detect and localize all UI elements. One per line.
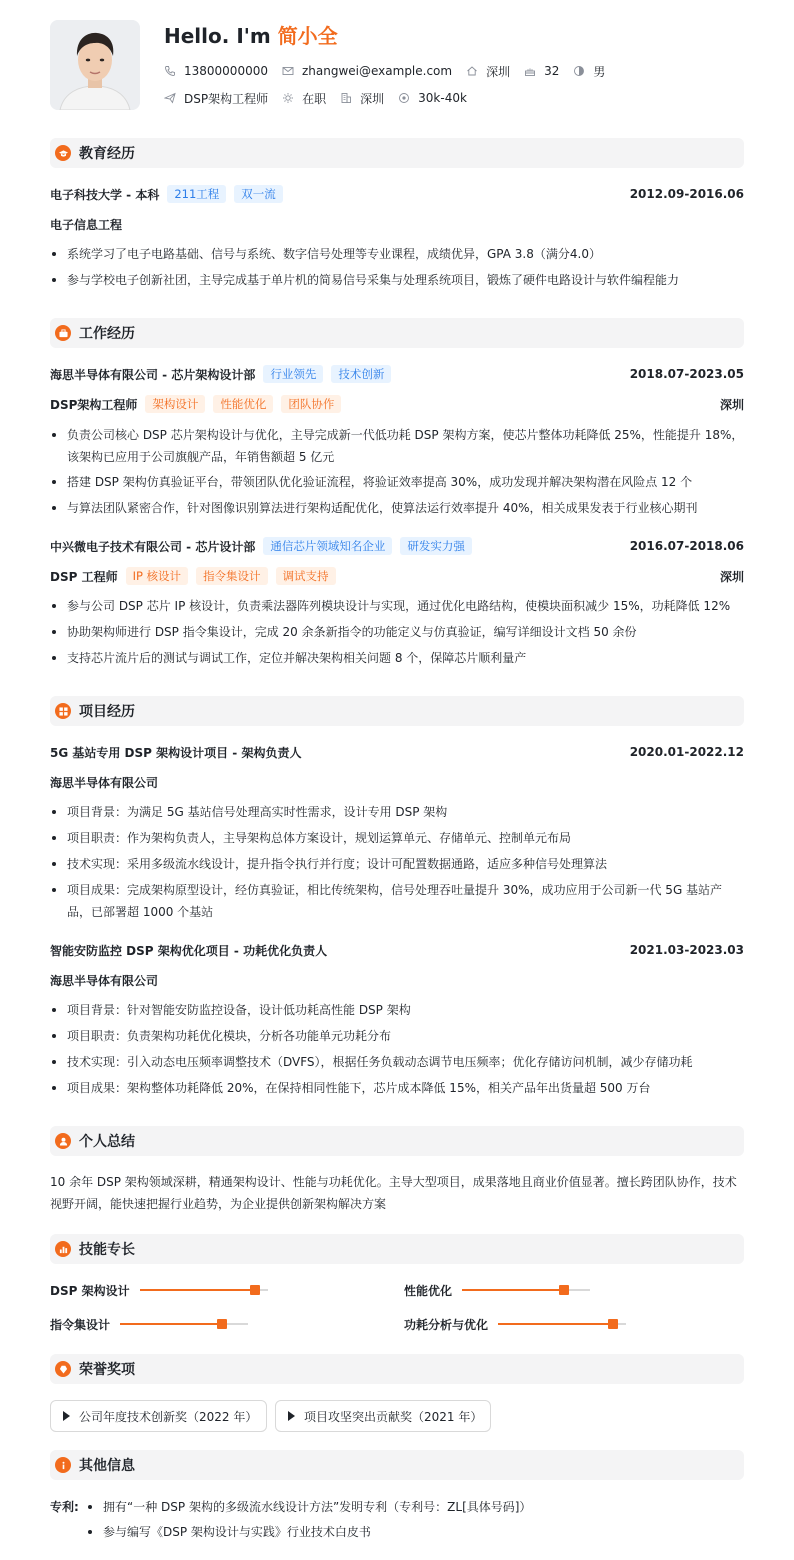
list-item: 参与编写《DSP 架构设计与实践》行业技术白皮书 — [86, 1521, 371, 1543]
award-icon — [55, 1361, 71, 1377]
email[interactable]: zhangwei@example.com — [301, 64, 453, 78]
period: 2016.07-2018.06 — [629, 539, 744, 553]
graduation-cap-icon — [55, 145, 71, 161]
project-header — [50, 742, 744, 762]
gender-icon — [573, 65, 585, 77]
education-header — [50, 184, 744, 204]
section-honors — [50, 1354, 744, 1384]
list-item: 技术实现：采用多级流水线设计，提升指令执行并行度；设计可配置数据通路，适应多种信号处理算法 — [50, 853, 744, 875]
award-label: 公司年度技术创新奖（2022 年） — [79, 1409, 258, 1424]
list-item: 参与学校电子创新社团，主导完成基于单片机的简易信号采集与处理系统项目，锻炼了硬件电路设计与软件编程能力 — [50, 269, 744, 291]
school: 电子科技大学 - 本科 — [50, 187, 160, 202]
tag: 研发实力强 — [400, 537, 472, 555]
gender: 男 — [593, 64, 606, 79]
period: 2012.09-2016.06 — [629, 187, 744, 201]
tag: 架构设计 — [145, 395, 205, 413]
job-role-row — [50, 394, 744, 414]
mail-icon — [282, 65, 294, 77]
major: 电子信息工程 — [50, 217, 123, 232]
tag: 211工程 — [167, 185, 226, 203]
job-city: 深圳 — [719, 569, 744, 584]
period: 2018.07-2023.05 — [629, 367, 744, 381]
summary-text: 10 余年 DSP 架构领域深耕，精通架构设计、性能与功耗优化。主导大型项目，成果落地且商业价值显著。擅长跨团队协作，技术视野开阔，能快速把握行业趋势，为企业提供创新架构解决方案 — [50, 1175, 737, 1211]
list-item: 项目职责：作为架构负责人，主导架构总体方案设计，规划运算单元、存储单元、控制单元布局 — [50, 827, 744, 849]
section-skills — [50, 1234, 744, 1264]
project-header — [50, 940, 744, 960]
project-company-row — [50, 772, 744, 792]
list-item: 与算法团队紧密合作，针对图像识别算法进行架构适配优化，使算法运行效率提升 40%，相关成果发表于行业核心期刊 — [50, 497, 744, 519]
skill-item — [404, 1314, 626, 1334]
period: 2020.01-2022.12 — [629, 745, 744, 759]
career-row — [164, 89, 481, 107]
list-item: 项目成果：完成架构原型设计，经仿真验证，相比传统架构，信号处理吞吐量提升 30%，成功应用于公司新一代 5G 基站产品，已部署超 1000 个基站 — [50, 879, 744, 923]
skill-name: 性能优化 — [404, 1283, 453, 1298]
home-icon — [466, 65, 478, 77]
job-title: DSP架构工程师 — [184, 91, 269, 106]
patent-label: 专利: — [50, 1500, 79, 1514]
award-label: 项目攻坚突出贡献奖（2021 年） — [304, 1409, 483, 1424]
company: 中兴微电子技术有限公司 - 芯片设计部 — [50, 539, 256, 554]
role: DSP架构工程师 — [50, 397, 138, 412]
list-item: 项目职责：负责架构功耗优化模块，分析各功能单元功耗分布 — [50, 1025, 744, 1047]
tag: 技术创新 — [331, 365, 391, 383]
skill-knob — [250, 1285, 260, 1295]
list-item: 技术实现：引入动态电压频率调整技术（DVFS），根据任务负载动态调节电压频率；优化存储访问机制，减少存储功耗 — [50, 1051, 744, 1073]
employment-status: 在职 — [302, 91, 327, 106]
skill-name: 功耗分析与优化 — [404, 1317, 489, 1332]
skill-knob — [559, 1285, 569, 1295]
tag: 性能优化 — [213, 395, 273, 413]
tag: 团队协作 — [281, 395, 341, 413]
section-title: 其他信息 — [79, 1458, 135, 1474]
section-title: 荣誉奖项 — [79, 1362, 135, 1378]
list-item: 项目成果：架构整体功耗降低 20%，在保持相同性能下，芯片成本降低 15%，相关产品年出货量超 500 万台 — [50, 1077, 744, 1099]
section-other — [50, 1450, 744, 1480]
period: 2021.03-2023.03 — [629, 943, 744, 957]
role: DSP 工程师 — [50, 569, 118, 584]
bar-chart-icon — [55, 1241, 71, 1257]
list-item: 项目背景：针对智能安防监控设备，设计低功耗高性能 DSP 架构 — [50, 999, 744, 1021]
tag: 通信芯片领域知名企业 — [263, 537, 392, 555]
project-name: 5G 基站专用 DSP 架构设计项目 - 架构负责人 — [50, 745, 302, 760]
job-header — [50, 536, 744, 556]
major-row — [50, 214, 744, 234]
section-education — [50, 138, 744, 168]
salary: 30k-40k — [418, 91, 467, 105]
avatar — [50, 20, 140, 110]
skill-fill — [120, 1323, 222, 1325]
list-item: 项目背景：为满足 5G 基站信号处理高实时性需求，设计专用 DSP 架构 — [50, 801, 744, 823]
section-title: 个人总结 — [79, 1134, 135, 1150]
grid-icon — [55, 703, 71, 719]
page-title: Hello. I'm 简小全 — [164, 24, 338, 48]
section-work — [50, 318, 744, 348]
list-item: 支持芯片流片后的测试与调试工作，定位并解决架构相关问题 8 个，保障芯片顺利量产 — [50, 647, 744, 669]
play-icon — [288, 1411, 295, 1421]
tag: 双一流 — [234, 185, 283, 203]
contact-row — [164, 62, 619, 80]
section-title: 技能专长 — [79, 1242, 135, 1258]
job-header — [50, 364, 744, 384]
list-item: 协助架构师进行 DSP 指令集设计，完成 20 余条新指令的功能定义与仿真验证，编写详细设计文档 50 余份 — [50, 621, 744, 643]
award-item[interactable] — [275, 1400, 491, 1432]
project-name: 智能安防监控 DSP 架构优化项目 - 功耗优化负责人 — [50, 943, 328, 958]
skill-fill — [140, 1289, 255, 1291]
info-icon — [55, 1457, 71, 1473]
play-icon — [63, 1411, 70, 1421]
person-icon — [55, 1133, 71, 1149]
skill-item — [50, 1280, 268, 1300]
tag: 调试支持 — [276, 567, 336, 585]
award-item[interactable] — [50, 1400, 267, 1432]
project-company: 海思半导体有限公司 — [50, 973, 159, 988]
job-role-row — [50, 566, 744, 586]
salary-icon — [398, 92, 410, 104]
skill-fill — [498, 1323, 613, 1325]
skill-item — [404, 1280, 590, 1300]
skill-name: 指令集设计 — [50, 1317, 111, 1332]
skill-item — [50, 1314, 248, 1334]
job-city: 深圳 — [719, 397, 744, 412]
candidate-name: 简小全 — [277, 24, 338, 48]
location: 深圳 — [486, 64, 511, 79]
skill-knob — [217, 1319, 227, 1329]
section-summary — [50, 1126, 744, 1156]
skill-knob — [608, 1319, 618, 1329]
tag: IP 核设计 — [126, 567, 188, 585]
section-title: 教育经历 — [79, 146, 135, 162]
list-item: 参与公司 DSP 芯片 IP 核设计，负责乘法器阵列模块设计与实现，通过优化电路结构，使模块面积减少 15%，功耗降低 12% — [50, 595, 744, 617]
cake-icon — [524, 65, 536, 77]
skill-fill — [462, 1289, 564, 1291]
tag: 指令集设计 — [196, 567, 268, 585]
skill-name: DSP 架构设计 — [50, 1283, 130, 1298]
list-item: 系统学习了电子电路基础、信号与系统、数字信号处理等专业课程，成绩优异，GPA 3.8（满分4.0） — [50, 243, 744, 265]
list-item: 搭建 DSP 架构仿真验证平台，带领团队优化验证流程，将验证效率提高 30%，成功发现并解决架构潜在风险点 12 个 — [50, 471, 744, 493]
send-icon — [164, 92, 176, 104]
city: 深圳 — [360, 91, 385, 106]
list-item: 拥有“一种 DSP 架构的多级流水线设计方法”发明专利（专利号：ZL[具体号码]） — [86, 1496, 531, 1518]
building-icon — [340, 92, 352, 104]
skill-bar — [140, 1289, 268, 1291]
list-item: 负责公司核心 DSP 芯片架构设计与优化，主导完成新一代低功耗 DSP 架构方案，使芯片整体功耗降低 25%，性能提升 18%，该架构已应用于公司旗舰产品，年销售额超 5 亿元 — [50, 424, 744, 468]
status-icon — [282, 92, 294, 104]
section-projects — [50, 696, 744, 726]
company: 海思半导体有限公司 - 芯片架构设计部 — [50, 367, 256, 382]
age: 32 — [544, 64, 560, 78]
skill-bar — [498, 1323, 626, 1325]
skill-bar — [462, 1289, 590, 1291]
project-company-row — [50, 970, 744, 990]
phone-icon — [164, 65, 176, 77]
phone: 13800000000 — [184, 64, 268, 78]
skill-bar — [120, 1323, 248, 1325]
section-title: 项目经历 — [79, 704, 135, 720]
project-company: 海思半导体有限公司 — [50, 775, 159, 790]
section-title: 工作经历 — [79, 326, 135, 342]
tag: 行业领先 — [263, 365, 323, 383]
briefcase-icon — [55, 325, 71, 341]
